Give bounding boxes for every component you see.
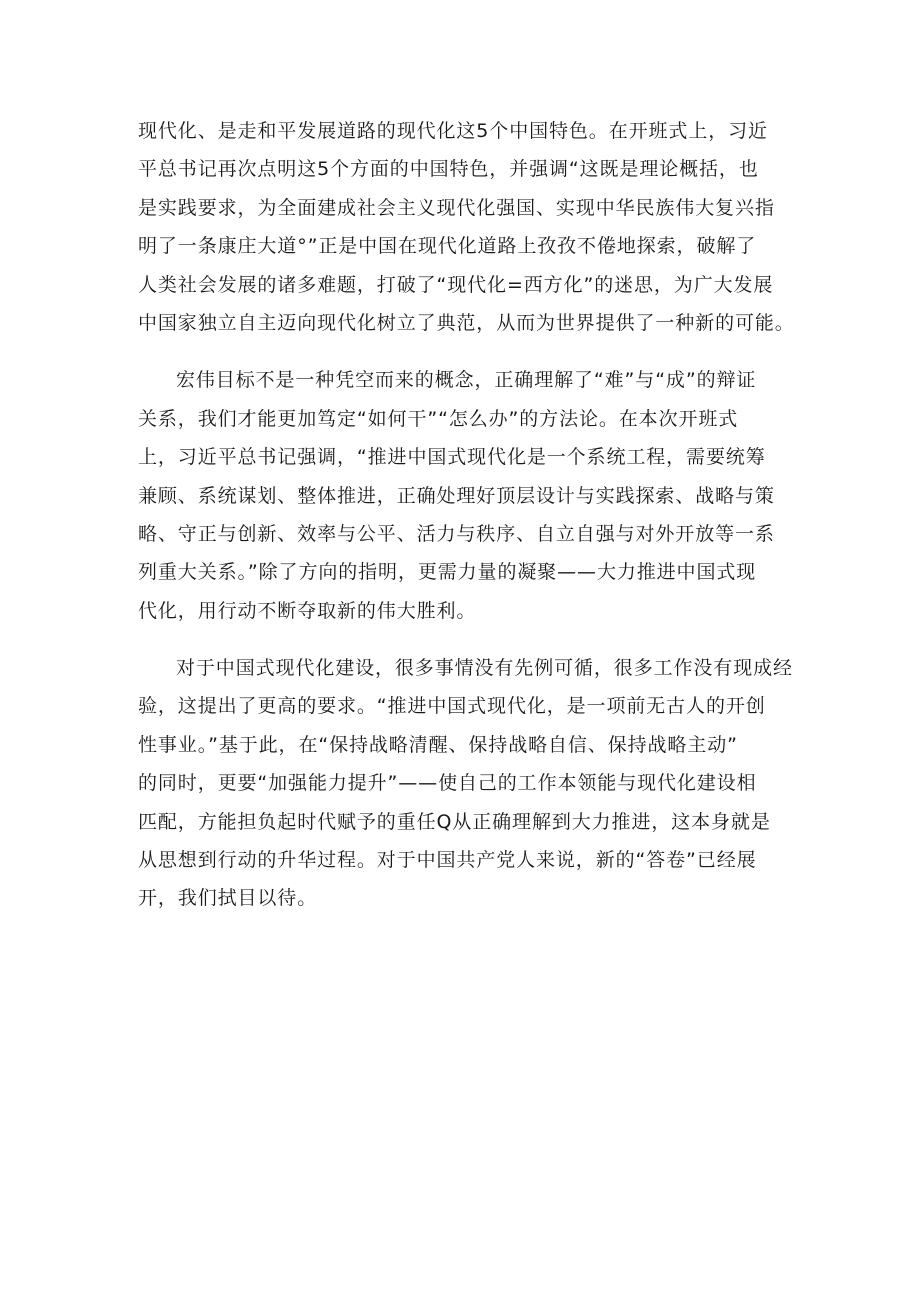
text-line: 现代化、是走和平发展道路的现代化这5个中国特色。在开班式上，习近 xyxy=(138,120,768,142)
text-line: 中国家独立自主迈向现代化树立了典范，从而为世界提供了一种新的可能。 xyxy=(138,311,795,334)
text-line: 人类社会发展的诸多难题，打破了“现代化=西方化”的迷思，为广大发展 xyxy=(138,273,774,296)
text-line: 是实践要求，为全面建成社会主义现代化强国、实现中华民族伟大复兴指 xyxy=(138,196,775,219)
text-line: 性事业。”基于此，在“保持战略清醒、保持战略自信、保持战略主动” xyxy=(138,733,738,756)
text-line: 从思想到行动的升华过程。对于中国共产党人来说，新的“答卷”已经展 xyxy=(138,849,757,872)
text-line: 列重大关系。”除了方向的指明，更需力量的凝聚——大力推进中国式现 xyxy=(138,561,757,584)
text-line: 略、守正与创新、效率与公平、活力与秩序、自立自强与对外开放等一系 xyxy=(138,522,775,545)
text-line: 宏伟目标不是一种凭空而来的概念，正确理解了“难”与“成”的辩证 xyxy=(176,369,757,392)
text-line: 验，这提出了更高的要求。“推进中国式现代化，是一项前无古人的开创 xyxy=(138,695,766,718)
text-line: 明了一条康庄大道°”正是中国在现代化道路上孜孜不倦地探索，破解了 xyxy=(138,235,757,258)
text-line: 平总书记再次点明这5个方面的中国特色，并强调“这既是理论概括，也 xyxy=(138,158,759,181)
paragraph-3 xyxy=(138,649,793,918)
paragraph-2 xyxy=(138,361,793,630)
text-line: 关系，我们才能更加笃定“如何干”“怎么办”的方法论。在本次开班式 xyxy=(138,407,739,430)
paragraph-1 xyxy=(138,112,793,342)
text-line: 兼顾、系统谋划、整体推进，正确处理好顶层设计与实践探索、战略与策 xyxy=(138,484,775,507)
text-line: 的同时，更要“加强能力提升”——使自己的工作本领能与现代化建设相 xyxy=(138,772,757,795)
document-body xyxy=(138,112,793,918)
text-line: 匹配，方能担负起时代赋予的重任Q从正确理解到大力推进，这本身就是 xyxy=(138,810,771,833)
text-line: 对于中国式现代化建设，很多事情没有先例可循，很多工作没有现成经 xyxy=(176,657,793,680)
text-line: 代化，用行动不断夺取新的伟大胜利。 xyxy=(138,599,477,622)
text-line: 开，我们拭目以待。 xyxy=(138,887,318,910)
text-line: 上，习近平总书记强调，“推进中国式现代化是一个系统工程，需要统筹 xyxy=(138,446,766,469)
